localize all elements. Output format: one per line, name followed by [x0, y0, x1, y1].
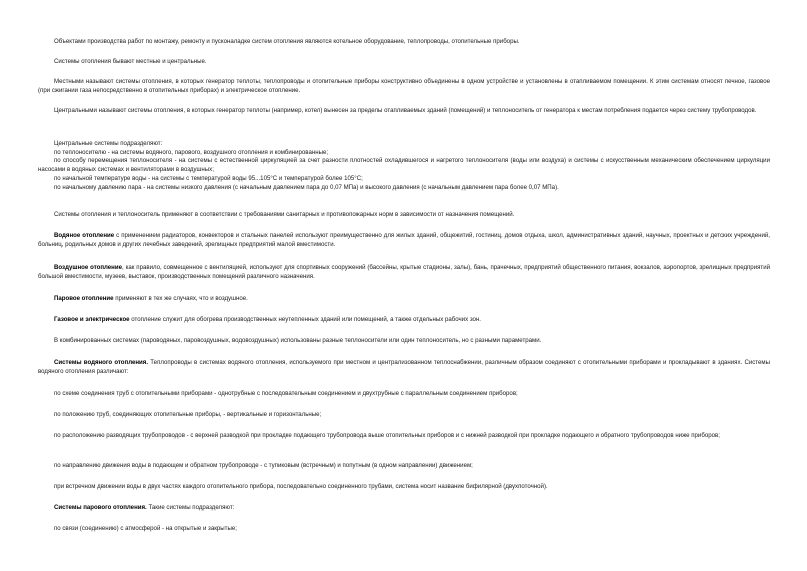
- list-item: по способу перемещения теплоносителя - на системы с естественной циркуляцией за счет разности плотностей охладившегося и нагретого теплоносителя (воды или воздуха) и системы с искусственным механическим обеспечением циркуляции насосами в водяных системах и вентиляторами в воздушных;: [38, 157, 770, 174]
- paragraph-text: Системы отопления и теплоноситель применяют в соответствии с требованиями санитарных и противопожарных норм в зависимости от назначения помещений.: [54, 211, 515, 218]
- term-heading: Водяное отопление: [54, 232, 115, 239]
- paragraph-text: Теплопроводы в системах водяного отопления, используемого при местном и централизованном теплоснабжении, различным образом соединяют с отопительными приборами и прокладывают в зданиях. Системы водяного отопления различают:: [38, 359, 770, 375]
- paragraph-norms: [38, 211, 770, 220]
- paragraph-text: по расположению разводящих трубопроводов - с верхней разводкой при прокладке подающего трубопровода выше отопительных приборов и с нижней разводкой при прокладке подающего и обратного трубопроводов ниже приборов;: [54, 432, 720, 439]
- term-heading: Воздушное отопление: [54, 264, 123, 271]
- paragraph-system-types: [38, 58, 770, 67]
- paragraph-text: Объектами производства работ по монтажу, ремонту и пусконаладке систем отопления являются котельное оборудование, теплопроводы, отопительные приборы.: [54, 38, 520, 45]
- paragraph-gas-electric: [38, 316, 770, 325]
- paragraph-steam-systems: [38, 504, 770, 513]
- paragraph-pipe-connection: [38, 390, 770, 399]
- paragraph-combined: [38, 337, 770, 346]
- paragraph-water-direction: [38, 462, 770, 471]
- paragraph-water-heating: [38, 232, 770, 249]
- paragraph-distribution: [38, 432, 770, 441]
- paragraph-text: по связи (соединению) с атмосферой - на открытые и закрытые;: [54, 525, 237, 532]
- paragraph-local-systems: [38, 78, 770, 95]
- paragraph-atmosphere: [38, 525, 770, 534]
- paragraph-text: , как правило, совмещенное с вентиляцией, используют для спортивных сооружений (бассейны, крытые стадионы, залы), бань, прачечных, предприятий общественного питания, вокзалов, аэропортов, зрелищных предприятий большой вместимости, музеев, выставок, производственных помещений различного назначения.: [38, 264, 770, 280]
- paragraph-central-systems: [38, 107, 770, 116]
- paragraph-text: отопление служит для обогрева производственных неутепленных зданий или помещений, а также отдельных рабочих зон.: [129, 316, 481, 323]
- list-item: по теплоносителю - на системы водяного, парового, воздушного отопления и комбинированные;: [54, 148, 329, 156]
- paragraph-text: по направлению движения воды в подающем и обратном трубопроводе - с тупиковым (встречным) и попутным (в одном направлении) движением;: [54, 462, 473, 469]
- term-heading: Газовое и электрическое: [54, 316, 130, 323]
- paragraph-air-heating: [38, 264, 770, 281]
- paragraph-steam-heating: [38, 295, 770, 304]
- paragraph-text: Центральными называют системы отопления, в которых генератор теплоты (например, котел) вынесен за пределы отапливаемых зданий (помещений) и теплоноситель от генератора к местам потребления подается через систему трубопроводов.: [54, 107, 757, 114]
- paragraph-text: при встречном движении воды в двух частях каждого отопительного прибора, последовательно соединенного трубами, система носит название бифилярной (двухпоточной).: [54, 483, 548, 490]
- paragraph-objects: [38, 38, 770, 47]
- term-heading: Системы парового отопления.: [54, 504, 147, 511]
- paragraph-text: применяют в тех же случаях, что и воздушное.: [113, 295, 248, 302]
- paragraph-text: Такие системы подразделяют:: [146, 504, 235, 511]
- term-heading: Паровое отопление: [54, 295, 114, 302]
- central-systems-list: [38, 140, 770, 192]
- paragraph-text: В комбинированных системах (пароводяных, паровоздушных, водовоздушных) использованы разные теплоносители или один теплоноситель, но с разными параметрами.: [54, 337, 542, 344]
- list-item: по начальной температуре воды - на системы с температурой воды 95...105°С и температурой более 105°С;: [54, 174, 363, 182]
- paragraph-text: Системы отопления бывают местные и центральные.: [54, 58, 207, 65]
- list-item: по начальному давлению пара - на системы низкого давления (с начальным давлением пара до 0,07 МПа) и высокого давления (с начальным давлением пара более 0,07 МПа).: [54, 183, 559, 191]
- paragraph-text: по положению труб, соединяющих отопительные приборы, - вертикальные и горизонтальные;: [54, 411, 322, 418]
- paragraph-text: по схеме соединения труб с отопительными приборами - однотрубные с последовательным соединением и двухтрубные с параллельным соединением приборов;: [54, 390, 518, 397]
- list-intro: Центральные системы подразделяют:: [54, 140, 163, 147]
- paragraph-bifilar: [38, 483, 770, 492]
- paragraph-pipe-position: [38, 411, 770, 420]
- paragraph-text: с применением радиаторов, конвекторов и стальных панелей используют преимущественно для жилых зданий, общежитий, гостиниц, домов отдыха, школ, административных зданий, научных, проектных и детских учреждений, больниц, родильных домов и других лечебных заведений, зрелищных предприятий малой вместимости.: [38, 232, 770, 248]
- paragraph-water-systems: [38, 359, 770, 376]
- term-heading: Системы водяного отопления.: [54, 359, 149, 366]
- paragraph-text: Местными называют системы отопления, в которых генератор теплоты, теплопроводы и отопительные приборы конструктивно объединены в одном устройстве и установлены в отапливаемом помещении. К этим системам относят печное, газовое (при сжигании газа непосредственно в отопительных приборах) и электрическое отопление.: [38, 78, 770, 94]
